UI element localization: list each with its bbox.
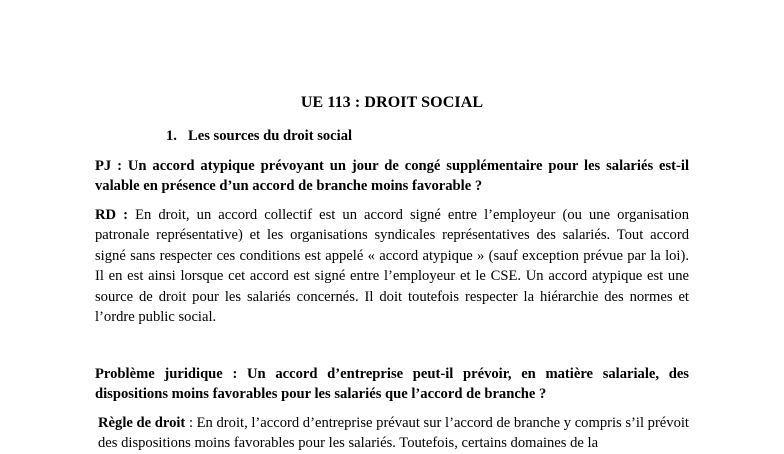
probleme-text: Un accord d’entreprise peut-il prévoir, en matière salariale, des dispositions moins favorables pour les salariés que l’accord de branche ? bbox=[95, 366, 689, 403]
section-heading-text: Les sources du droit social bbox=[188, 128, 353, 144]
regle-label: Règle de droit bbox=[98, 415, 186, 431]
rd-paragraph bbox=[95, 205, 689, 327]
probleme-label: Problème juridique : bbox=[95, 366, 238, 382]
regle-text: : En droit, l’accord d’entreprise prévaut sur l’accord de branche y compris s’il prévoit des dispositions moins favorables pour les salariés. Toutefois, certains domaines de la bbox=[98, 415, 689, 452]
pj-paragraph bbox=[95, 156, 689, 197]
pj-text: Un accord atypique prévoyant un jour de congé supplémentaire pour les salariés est-il valable en présence d’un accord de branche moins favorable ? bbox=[95, 158, 689, 195]
regle-paragraph bbox=[98, 413, 689, 454]
rd-label: RD : bbox=[95, 207, 129, 223]
document-title: UE 113 : DROIT SOCIAL bbox=[300, 94, 484, 111]
section-heading bbox=[166, 127, 352, 145]
probleme-paragraph bbox=[95, 364, 689, 405]
pj-label: PJ : bbox=[95, 158, 122, 174]
rd-text: En droit, un accord collectif est un accord signé entre l’employeur (ou une organisation patronale représentative) et les organisations syndicales représentatives des salariés. Tout accord signé sans respecter ces conditions est appelé « accord atypique » (sauf exception prévue par la loi). Il en est ainsi lorsque cet accord est signé entre l’employeur et le CSE. Un accord atypique est une source de droit pour les salariés concernés. Il doit toutefois respecter la hiérarchie des normes et l’ordre public social. bbox=[95, 207, 690, 326]
section-number: 1. bbox=[166, 128, 177, 144]
